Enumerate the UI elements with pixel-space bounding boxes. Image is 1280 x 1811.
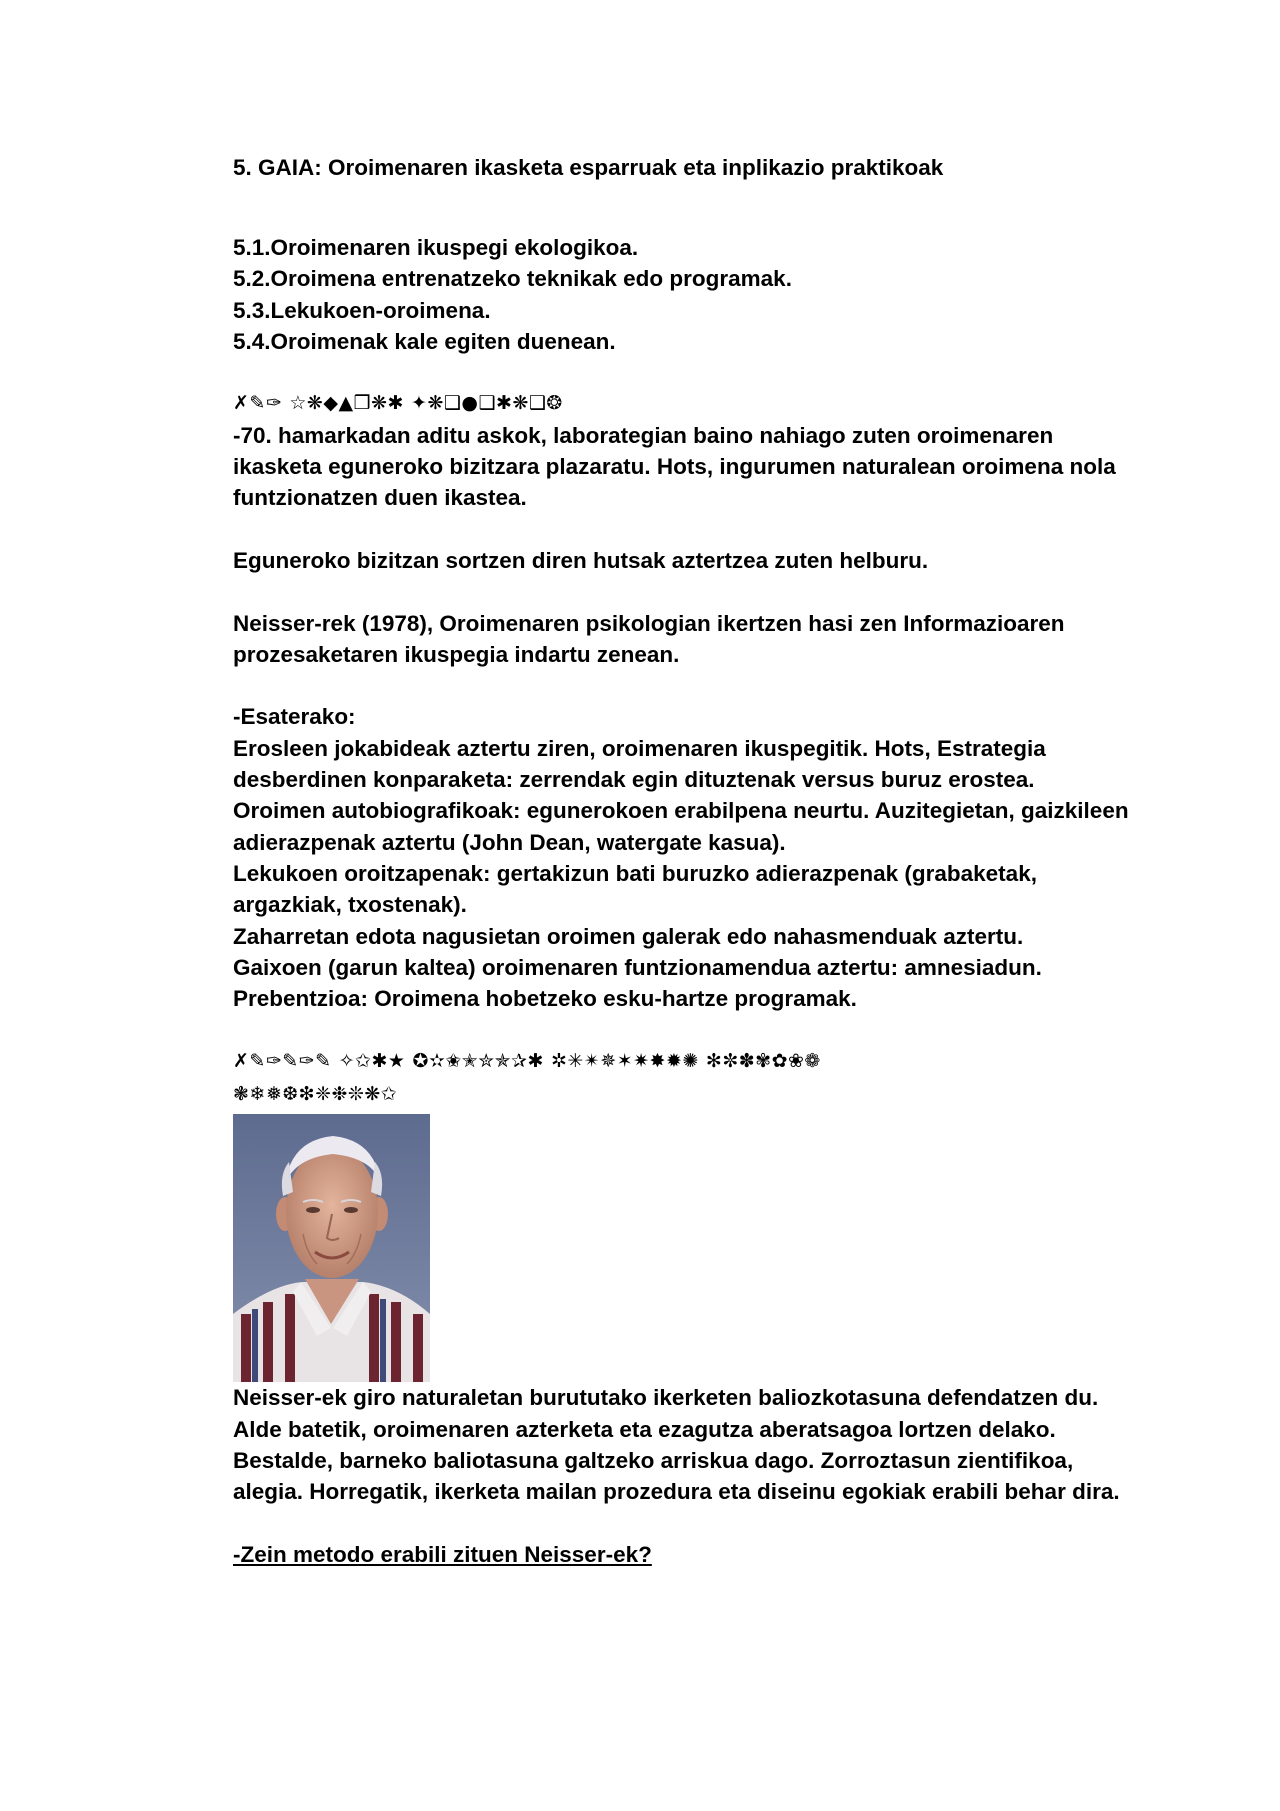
toc-item: 5.3.Lekukoen-oroimena. [233, 297, 491, 323]
spacer [233, 670, 1133, 701]
document-page [233, 152, 1133, 1570]
page-title: 5. GAIA: Oroimenaren ikasketa esparruak eta inplikazio praktikoak [233, 155, 944, 180]
spacer [233, 514, 1133, 545]
paragraph-intro: -70. hamarkadan aditu askok, laborategian baino nahiago zuten oroimenaren ikasketa eguneroko bizitzara plazaratu. Hots, ingurumen naturalean oroimena nola funtzionatzen duen ikastea. [233, 422, 1116, 511]
toc-item: 5.4.Oroimenak kale egiten duenean. [233, 328, 616, 354]
example-label: -Esaterako: [233, 704, 356, 730]
example-item: Prebentzioa: Oroimena hobetzeko esku-hartze programak. [233, 986, 857, 1012]
paragraph-pros-cons: Alde batetik, oroimenaren azterketa eta ezagutza aberatsagoa lortzen delako. Bestalde, barneko baliotasuna galtzeko arriskua dago. Zorroztasun zientifikoa, alegia. Horregatik, ikerketa mailan prozedura eta diseinu egokiak erabili behar dira. [233, 1416, 1120, 1505]
example-item: Zaharretan edota nagusietan oroimen galerak edo nahasmenduak aztertu. [233, 923, 1024, 949]
example-item: Gaixoen (garun kaltea) oroimenaren funtzionamendua aztertu: amnesiadun. [233, 954, 1042, 980]
example-item: Erosleen jokabideak aztertu ziren, oroimenaren ikuspegitik. Hots, Estrategia desberdinen konparaketa: zerrendak egin dituztenak versus buruz erostea. [233, 735, 1046, 793]
paragraph-validity: Neisser-ek giro naturaletan burututako ikerketen baliozkotasuna defendatzen du. [233, 1385, 1099, 1411]
toc-item: 5.1.Oroimenaren ikuspegi ekologikoa. [233, 235, 639, 260]
example-item: Lekukoen oroitzapenak: gertakizun bati buruzko adierazpenak (grabaketak, argazkiak, txostenak). [233, 860, 1037, 918]
toc-item: 5.2.Oroimena entrenatzeko teknikak edo programak. [233, 266, 792, 292]
paragraph-goal: Eguneroko bizitzan sortzen diren hutsak aztertzea zuten helburu. [233, 547, 929, 573]
spacer [233, 576, 1133, 607]
symbol-font-heading: ✗✎✑✎✑✎ ✧✩✱★ ✪✫✬✭✮✯✰✱ ✲✳✴✵✶✷✸✹✺ ✻✼✽✾✿❀❁ [233, 1049, 821, 1072]
spacer [233, 1508, 1133, 1539]
table-of-contents [233, 232, 1133, 357]
section-ecological [233, 388, 1133, 1014]
portrait-photo [233, 1114, 430, 1382]
paragraph-neisser: Neisser-rek (1978), Oroimenaren psikologian ikertzen hasi zen Informazioaren prozesaketaren ikuspegia indartu zenean. [233, 610, 1065, 667]
symbol-font-heading: ✗✎✑ ☆❋◆▲❒❋✱ ✦❋❑●❑✱❋❑❂ [233, 392, 563, 415]
spacer [233, 357, 1133, 388]
spacer [233, 1014, 1133, 1045]
symbol-font-heading: ❃❄❅❆❇❈❉❊❋✩ [233, 1083, 398, 1106]
question-heading: -Zein metodo erabili zituen Neisser-ek? [233, 1541, 652, 1567]
example-item: Oroimen autobiografikoak: egunerokoen erabilpena neurtu. Auzitegietan, gaizkileen adierazpenak aztertu (John Dean, watergate kasua). [233, 798, 1129, 855]
section-neisser [233, 1046, 1133, 1570]
